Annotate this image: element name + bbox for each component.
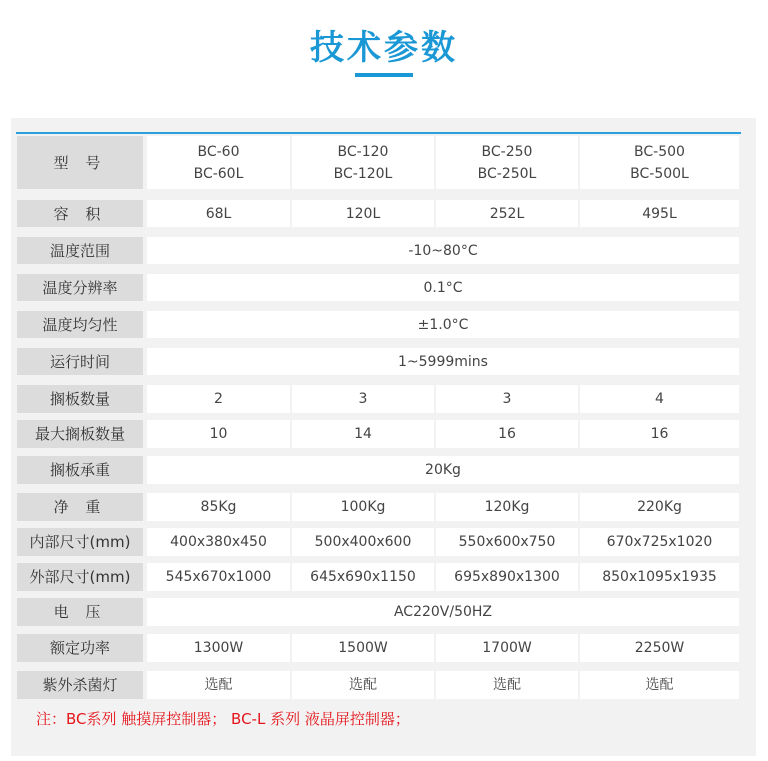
row-label: 净 重 (17, 493, 143, 521)
row-label: 搁板数量 (17, 385, 143, 413)
model-name: BC-120 (337, 143, 389, 160)
page-title: 技术参数 (310, 28, 458, 68)
row-label: 型 号 (17, 136, 143, 189)
row-value: 选配 (292, 671, 434, 699)
row-label: 外部尺寸(mm) (17, 563, 143, 591)
model-name: BC-60 (197, 143, 240, 160)
row-value: 14 (292, 420, 434, 448)
row-label: 温度均匀性 (17, 311, 143, 338)
row-value-merged: 1~5999mins (147, 348, 739, 375)
title-underline (355, 73, 413, 77)
row-value-merged: 0.1°C (147, 274, 739, 301)
row-value: 695x890x1300 (436, 563, 578, 591)
model-name: BC-250L (477, 165, 537, 182)
model-name: BC-500L (630, 165, 689, 182)
row-value (147, 136, 290, 189)
row-value: 选配 (436, 671, 578, 699)
row-label: 内部尺寸(mm) (17, 528, 143, 556)
row-value: 选配 (147, 671, 290, 699)
row-value: 550x600x750 (436, 528, 578, 556)
spec-table-top-rule (16, 132, 741, 134)
row-value: 120L (292, 200, 434, 227)
row-value (436, 136, 578, 189)
row-label: 温度分辨率 (17, 274, 143, 301)
row-value: 选配 (580, 671, 739, 699)
row-value: 10 (147, 420, 290, 448)
row-value: 670x725x1020 (580, 528, 739, 556)
row-label: 额定功率 (17, 634, 143, 662)
model-name: BC-60L (193, 165, 244, 182)
row-value: 645x690x1150 (292, 563, 434, 591)
row-label: 容 积 (17, 200, 143, 227)
row-value: 500x400x600 (292, 528, 434, 556)
row-value: 1500W (292, 634, 434, 662)
model-name: BC-120L (333, 165, 393, 182)
row-value: 2250W (580, 634, 739, 662)
row-value: 545x670x1000 (147, 563, 290, 591)
row-value: 16 (580, 420, 739, 448)
row-value: 3 (292, 385, 434, 413)
row-value: 252L (436, 200, 578, 227)
row-value-merged: 20Kg (147, 456, 739, 484)
row-label: 运行时间 (17, 348, 143, 375)
row-value: 3 (436, 385, 578, 413)
row-value (292, 136, 434, 189)
row-label: 最大搁板数量 (17, 420, 143, 448)
row-value: 120Kg (436, 493, 578, 521)
row-value: 1300W (147, 634, 290, 662)
row-label: 紫外杀菌灯 (17, 671, 143, 699)
row-value: 850x1095x1935 (580, 563, 739, 591)
row-value: 68L (147, 200, 290, 227)
row-value: 2 (147, 385, 290, 413)
footnote: 注：BC系列 触摸屏控制器； BC-L 系列 液晶屏控制器； (36, 710, 410, 728)
row-value-merged: AC220V/50HZ (147, 598, 739, 626)
row-label: 温度范围 (17, 237, 143, 264)
model-name: BC-500 (634, 143, 685, 160)
row-value-merged: ±1.0°C (147, 311, 739, 338)
row-label: 搁板承重 (17, 456, 143, 484)
row-value (580, 136, 739, 189)
row-value: 495L (580, 200, 739, 227)
row-value: 220Kg (580, 493, 739, 521)
row-value: 16 (436, 420, 578, 448)
model-name: BC-250 (481, 143, 533, 160)
row-value: 100Kg (292, 493, 434, 521)
row-value: 85Kg (147, 493, 290, 521)
row-value: 4 (580, 385, 739, 413)
row-value-merged: -10~80°C (147, 237, 739, 264)
row-label: 电 压 (17, 598, 143, 626)
row-value: 1700W (436, 634, 578, 662)
row-value: 400x380x450 (147, 528, 290, 556)
